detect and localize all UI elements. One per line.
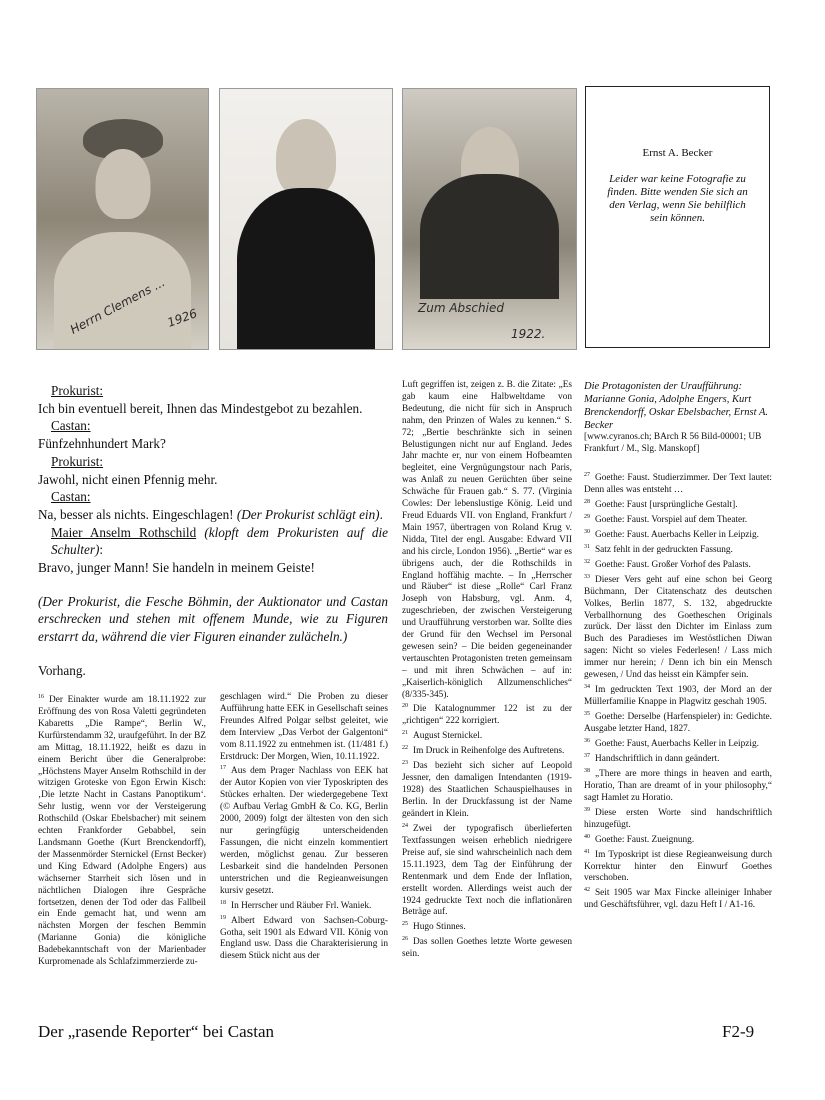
footnote-20: $^{20}$ Die Katalognummer 122 ist zu der „richtigen“ 222 korrigiert.: [402, 703, 572, 727]
footnote-18: $^{18}$ In Herrscher und Räuber Frl. Waniek.: [220, 899, 372, 911]
footnote-39: $^{39}$ Diese ersten Worte sind handschriftlich hinzugefügt.: [584, 806, 772, 830]
footnote-31: $^{31}$ Satz fehlt in der gedruckten Fassung.: [584, 543, 733, 555]
running-footer-title: Der „rasende Reporter“ bei Castan: [38, 1022, 274, 1041]
speaker: Castan:: [51, 418, 91, 434]
footnote-38: $^{38}$ „There are more things in heaven and earth, Horatio, Than are dreamt of in your philosophy,“ sagt Hamlet zu Horatio.: [584, 767, 772, 803]
footnotes-center: [220, 692, 388, 963]
line: Ich bin eventuell bereit, Ihnen das Mindestgebot zu bezahlen.: [38, 400, 363, 416]
footnote-19-cont: Luft gegriffen ist, zeigen z. B. die Zitate: „Es gab kaum eine Halbweltdame von Bedeutung, die nicht für sich in Anspruch nahm, den Prinzen of Wales zu kennen.“ S. 72; „Bertie beschränkte sich in seinen Belustigungen nicht nur auf England. Jedes Jahr machte er, nur von einem Hofbeamten begleitet, eine Vergnügungstour nach Paris, was Anlaß zu neuen Gerüchten über seine Schwäche für Frauen gab.“ S. 77. (Virginia Cowles: Der lebenslustige König. Leid und Freud Eduards VII. von England, Frankfurt / Main 1957, übertragen von Roland Krug v. Nidda, Titel der engl. Ausgabe: Edward VII and his circle, London 1956). „Bertie“ war es übrigens auch, der die Rothschilds in England hoffähig machte. – In „Herrscher und Räuber“ ist diese „Rolle“ Carl Franz Joseph von Habsburg, vgl. Anm. 4, zugeschrieben, der zwischen Versteigerung und Uraufführung verstorben war. Sollte dies der Grund für den Wechsel im Personal gewesen sein? – Die beiden gegeneinander vertauschten Protagonisten treten gemeinsam – und mit ihren Schwächen – auf in: „Kaiserlich-königlich Allzumenschliches“ (8/335-345).: [402, 380, 572, 700]
footnote-24: $^{24}$ Zwei der typografisch überlieferten Textfassungen weisen erheblich niedrigere Preise auf, sie sind wahrscheinlich nach dem 15.11.1923, dem Tag der Einführung der Rentenmark und dem Ende der Inflation, erstellt worden. Allerdings weist auch der 1924 gedruckte Text noch die inflationären Beträge auf.: [402, 823, 572, 918]
footnote-17: $^{17}$ Aus dem Prager Nachlass von EEK hat der Autor Kopien von vier Typoskripten des Stückes erhalten. Der wiedergegebene Text (© Aufbau Verlag GmbH & Co. KG, Berlin 2000, 2009) folgt der ältesten von den sich nur geringfügig unterscheidenden Fassungen, die nicht einzeln kommentiert werden, möglichst genau. Zur besseren Lesbarkeit sind die handelnden Personen unterstrichen und die Regieanweisungen kursiv gesetzt.: [220, 765, 388, 896]
footnote-33: $^{33}$ Dieser Vers geht auf eine schon bei Georg Büchmann, Der Citatenschatz des deutschen Volkes, Berlin 1877, S. 132, abgedruckte Verballhornung des Goetheschen Originals zurück. Der lässt den Dichter im Einlass zum Buch des Paradieses im Westöstlichen Diwan sagen: Nicht so vieles Federlesen! / Lass mich immer nur herein; / Denn ich bin ein Mensch gewesen, / Und das heisst ein Kämpfer sein.: [584, 573, 772, 681]
speaker: Maier Anselm Rothschild (klopft dem Prokuristen auf die Schulter):: [51, 524, 388, 558]
footnote-21: $^{21}$ August Sternickel.: [402, 730, 483, 742]
speaker: Prokurist:: [51, 453, 104, 469]
photo-kurt-brenckendorff: [219, 88, 393, 350]
line: Na, besser als nichts. Eingeschlagen! (Der Prokurist schlägt ein).: [38, 506, 383, 522]
footnote-16: $^{16}$ Der Einakter wurde am 18.11.1922 zur Eröffnung des von Rosa Valetti gegründeten Kabaretts „Die Rampe“, Berlin W., Kurfürstendamm 32, uraufgeführt. In der BZ am Mittag, 18.11.1922, heißt es dazu in einem Bericht über die Generalprobe: „Höchstens Mayer Anselm Rothschild in der witzigen Groteske von Egon Erwin Kisch: ‚Die letzte Nacht in Castans Panoptikum‘. Sehr lustig, wenn vor der Versteigerung Rothschild (Oskar Ebelsbacher) mit seinem echten Frankforder Gebabbel, sein Landsmann Goethe (Kurt Brenckendorff), der Massenmörder Sternickel (Ernst Becker) und King Edward (Adolphe Engers) aus wächserner Starrheit sich lösen und in nächtlichen Dialogen ihre Gespräche fortsetzen, denen der Tod oder das Fallbeil ein Ende gemacht hat, und wenn am nächsten Morgen der feschen Bemmin (Marianne Gonia) die königliche Badebekanntschaft von der Marienbader Kurpromenade als Schlafzimmerzierde zu-: [38, 694, 206, 968]
footnote-25: $^{25}$ Hugo Stinnes.: [402, 921, 466, 933]
photo-inscription-year: 1922.: [511, 327, 546, 341]
placeholder-message: Leider war keine Fotografie zu finden. Bitte wenden Sie sich an den Verlag, wenn Sie behilflich sein können.: [607, 173, 748, 224]
footnote-35: $^{35}$ Goethe: Derselbe (Harfenspieler) in: Gedichte. Ausgabe letzter Hand, 1827.: [584, 710, 772, 734]
curtain: Vorhang.: [38, 662, 86, 678]
footnote-37: $^{37}$ Handschriftlich in dann geändert.: [584, 752, 720, 764]
footnote-41: $^{41}$ Im Typoskript ist diese Regieanweisung durch Korrektur hinter den Einwurf Goethes verschoben.: [584, 848, 772, 884]
photo-inscription-year: 1926: [165, 306, 200, 330]
play-dialogue: [38, 382, 388, 680]
footnote-22: $^{22}$ Im Druck in Reihenfolge des Auftretens.: [402, 745, 565, 757]
stage-direction: (Der Prokurist, die Fesche Böhmin, der Auktionator und Castan erschrecken und stehen mit offenem Munde, wie zu Figuren erstarrt da, während die vier Figuren einander zulächeln.): [38, 593, 388, 645]
page-number: F2-9: [722, 1022, 755, 1041]
placeholder-name: Ernst A. Becker: [642, 147, 713, 159]
line: Bravo, junger Mann! Sie handeln in meinem Geiste!: [38, 560, 315, 576]
speaker: Prokurist:: [51, 383, 104, 398]
photo-placeholder-ernst-becker: [585, 86, 770, 348]
footnote-23: $^{23}$ Das bezieht sich sicher auf Leopold Jessner, den damaligen Intendanten (1919-1928) des Staatlichen Schauspielhauses in Berlin. In der Druckfassung ist der Name geändert in Klein.: [402, 760, 572, 820]
footnotes-right: [584, 380, 772, 912]
footnote-40: $^{40}$ Goethe: Faust. Zueignung.: [584, 833, 695, 845]
footnote-29: $^{29}$ Goethe: Faust. Vorspiel auf dem Theater.: [584, 513, 748, 525]
footnote-34: $^{34}$ Im gedruckten Text 1903, der Mord an der Müllerfamilie Knappe in Plagwitz geschah 1905.: [584, 683, 772, 707]
footnote-30: $^{30}$ Goethe: Faust. Auerbachs Keller in Leipzig.: [584, 528, 759, 540]
footnotes-middle: [402, 380, 572, 961]
photo-inscription: Herrn Clemens ...: [67, 275, 168, 337]
footnote-42: $^{42}$ Seit 1905 war Max Fincke alleiniger Inhaber und Geschäftsführer, vgl. dazu Heft I / A1-16.: [584, 887, 772, 911]
footnote-16-cont: geschlagen wird.“ Die Proben zu dieser Aufführung hatte EEK in Gesellschaft seines Freundes Alfred Polgar selbst geleitet, wie dem Interview „Das Verbot der Galgentoni“ vom 8.11.1922 zu entnehmen ist. (11/481 f.) Erstdruck: Der Morgen, Wien, 10.11.1922.: [220, 692, 388, 762]
footnotes-left: [38, 692, 206, 969]
footnote-28: $^{28}$ Goethe: Faust [ursprüngliche Gestalt].: [584, 498, 738, 510]
footnote-27: $^{27}$ Goethe: Faust. Studierzimmer. Der Text lautet: Denn alles was entsteht …: [584, 471, 772, 495]
photo-oskar-ebelsbacher: [402, 88, 577, 350]
photo-caption: Die Protagonisten der Uraufführung: Marianne Gonia, Adolphe Engers, Kurt Brenckendorff, Oskar Ebelsbacher, Ernst A. Becker: [584, 381, 769, 431]
footnote-19: $^{19}$ Albert Edward von Sachsen-Coburg-Gotha, seit 1901 als Edward VII. König von England usw. Dass die Charakterisierung in diesem Stück nicht aus der: [220, 914, 388, 962]
footnote-32: $^{32}$ Goethe: Faust. Großer Vorhof des Palasts.: [584, 558, 751, 570]
photo-adolphe-engers: [36, 88, 209, 350]
footnote-26: $^{26}$ Das sollen Goethes letzte Worte gewesen sein.: [402, 936, 572, 960]
footnote-36: $^{36}$ Goethe: Faust, Auerbachs Keller in Leipzig.: [584, 737, 759, 749]
photo-caption-source: [www.cyranos.ch; BArch R 56 Bild-00001; UB Frankfurt / M., Slg. Manskopf]: [584, 432, 762, 454]
line: Jawohl, nicht einen Pfennig mehr.: [38, 471, 218, 487]
speaker: Castan:: [51, 489, 91, 505]
photo-inscription: Zum Abschied: [418, 301, 504, 315]
line: Fünfzehnhundert Mark?: [38, 436, 166, 452]
